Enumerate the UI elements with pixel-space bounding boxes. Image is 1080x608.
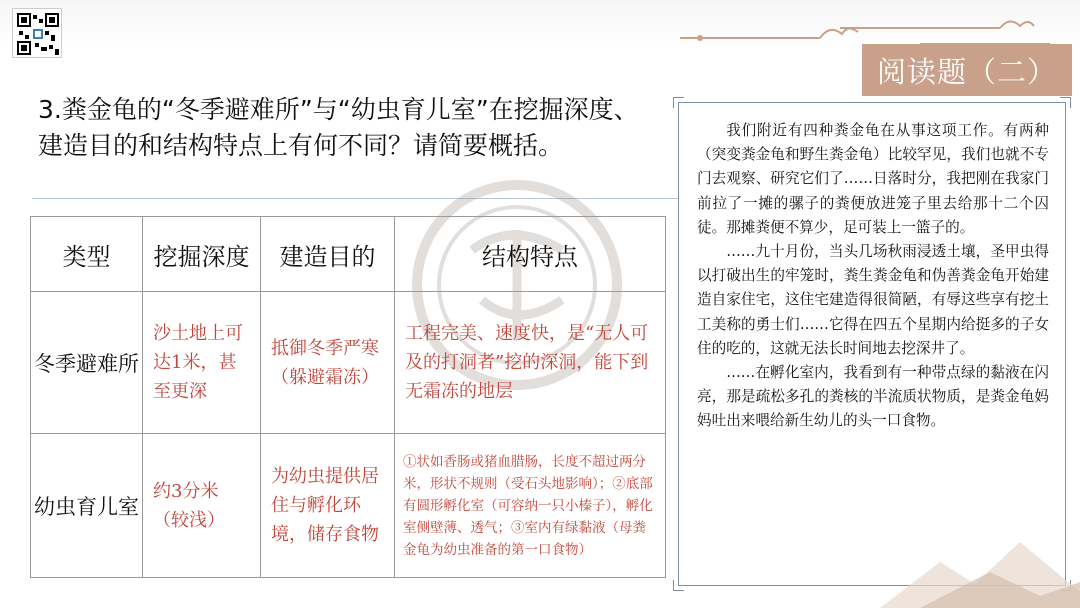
structure-cell: 工程完美、速度快，是“无人可及的打洞者”挖的深洞，能下到无霜冻的地层 [395, 292, 666, 434]
corner-ornament [673, 580, 684, 591]
reading-passage-box [678, 102, 1066, 586]
corner-ornament [673, 97, 684, 108]
section-tag: 阅读题（二） [862, 44, 1072, 96]
comparison-table [30, 216, 666, 578]
row-type: 幼虫育儿室 [31, 434, 143, 578]
structure-cell: ①状如香肠或猪血腊肠，长度不超过两分米，形状不规则（受石头地影响）；②底部有圆形孵化室（可容纳一只小榛子），孵化室侧壁薄、透气；③室内有绿黏液（母粪金龟为幼虫准备的第一口食物） [395, 434, 666, 578]
corner-ornament [1060, 97, 1071, 108]
depth-cell: 沙土地上可达1米，甚至更深 [143, 292, 261, 434]
mountain-decoration-icon [880, 522, 1080, 608]
row-type: 冬季避难所 [31, 292, 143, 434]
passage-paragraph: ……九十月份，当头几场秋雨浸透土壤，圣甲虫得以打破出生的牢笼时，粪生粪金龟和伪善粪金龟开始建造自家住宅，这住宅建造得很简陋，有辱这些享有挖土工美称的勇士们……它得在四五个星期内给挺多的子女住的吃的，这就无法长时间地去挖深井了。 [697, 243, 1049, 357]
passage-paragraph: 我们附近有四种粪金龟在从事这项工作。有两种（突变粪金龟和野生粪金龟）比较罕见，我们也就不专门去观察、研究它们了……日落时分，我把刚在我家门前拉了一摊的骡子的粪便放进笼子里去给那十二个囚徒。那摊粪便不算少，足可装上一篮子的。 [697, 122, 1049, 236]
depth-cell: 约3分米（较浅） [143, 434, 261, 578]
table-row [31, 434, 666, 578]
column-header: 结构特点 [395, 217, 666, 292]
question-text: 3.粪金龟的“冬季避难所”与“幼虫育儿室”在挖掘深度、建造目的和结构特点上有何不同？请简要概括。 [38, 95, 639, 160]
column-header: 挖掘深度 [143, 217, 261, 292]
passage-paragraph: ……在孵化室内，我看到有一种带点绿的黏液在闪亮，那是疏松多孔的粪核的半流质状物质，是粪金龟妈妈吐出来喂给新生幼儿的头一口食物。 [697, 364, 1049, 430]
table-row [31, 292, 666, 434]
table-header-row [31, 217, 666, 292]
column-header: 类型 [31, 217, 143, 292]
purpose-cell: 抵御冬季严寒（躲避霜冻） [261, 292, 395, 434]
qr-code-icon [12, 8, 62, 58]
column-header: 建造目的 [261, 217, 395, 292]
purpose-cell: 为幼虫提供居住与孵化环境，储存食物 [261, 434, 395, 578]
reading-passage [697, 119, 1049, 434]
